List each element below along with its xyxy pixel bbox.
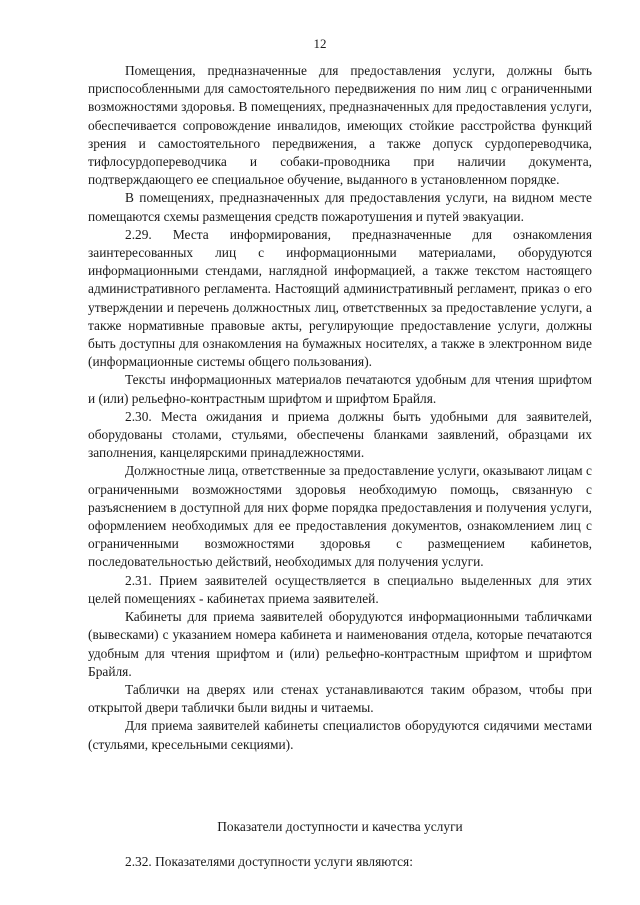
paragraph: 2.30. Места ожидания и приема должны быть удобными для заявителей, оборудованы столами, стульями, обеспечены бланками заявлений, образцами их заполнения, канцелярскими принадлежностями. — [88, 408, 592, 461]
paragraph: В помещениях, предназначенных для предоставления услуги, на видном месте помещаются схемы размещения средств пожаротушения и путей эвакуации. — [88, 190, 592, 224]
paragraph: Для приема заявителей кабинеты специалистов оборудуются сидячими местами (стульями, кресельными секциями). — [88, 718, 592, 752]
paragraph: Кабинеты для приема заявителей оборудуются информационными табличками (вывесками) с указанием номера кабинета и наименования отдела, которые печатаются удобным для чтения шрифтом и (или) рельефно-контрастным шрифтом и шрифтом Брайля. — [88, 609, 592, 679]
paragraph: 2.31. Прием заявителей осуществляется в специально выделенных для этих целей помещениях - кабинетах приема заявителей. — [88, 572, 592, 606]
paragraph: Должностные лица, ответственные за предоставление услуги, оказывают лицам с ограниченными возможностями здоровья необходимую помощь, связанную с разъяснением в доступной для них форме порядка предоставления и получения услуги, оформлением необходимых для ее предоставления документов, ознакомлением лиц с ограниченными возможностями здоровья с размещением кабинетов, последовательностью действий, необходимых для получения услуги. — [88, 463, 592, 570]
section-heading: Показатели доступности и качества услуги — [217, 819, 463, 834]
page-number: 12 — [313, 36, 327, 51]
paragraph: Тексты информационных материалов печатаются удобным для чтения шрифтом и (или) рельефно-контрастным шрифтом и шрифтом Брайля. — [88, 372, 592, 406]
paragraph: Таблички на дверях или стенах устанавливаются таким образом, чтобы при открытой двери таблички были видны и читаемы. — [88, 681, 592, 716]
paragraph: Помещения, предназначенные для предоставления услуги, должны быть приспособленными для самостоятельного передвижения по ним лиц с ограниченными возможностями здоровья. В помещениях, предназначенных для предоставления услуги, обеспечивается сопровождение инвалидов, имеющих стойкие расстройства функций зрения и самостоятельного передвижения, а также допуск сурдопереводчика, тифлосурдопереводчика и собаки-проводника при наличии документа, подтверждающего ее специальное обучение, выданного в установленном порядке. — [88, 63, 592, 188]
document-body — [88, 62, 592, 754]
paragraph: 2.29. Места информирования, предназначенные для ознакомления заинтересованных лиц с информационными материалами, оборудуются информационными стендами, наглядной информацией, а также текстом настоящего административного регламента. Настоящий административный регламент, приказ о его утверждении и перечень должностных лиц, ответственных за предоставление услуги, а также нормативные правовые акты, регулирующие предоставление услуги, должны быть доступны для ознакомления на бумажных носителях, а также в электронном виде (информационные системы общего пользования). — [88, 226, 592, 370]
paragraph: 2.32. Показателями доступности услуги являются: — [125, 854, 413, 869]
